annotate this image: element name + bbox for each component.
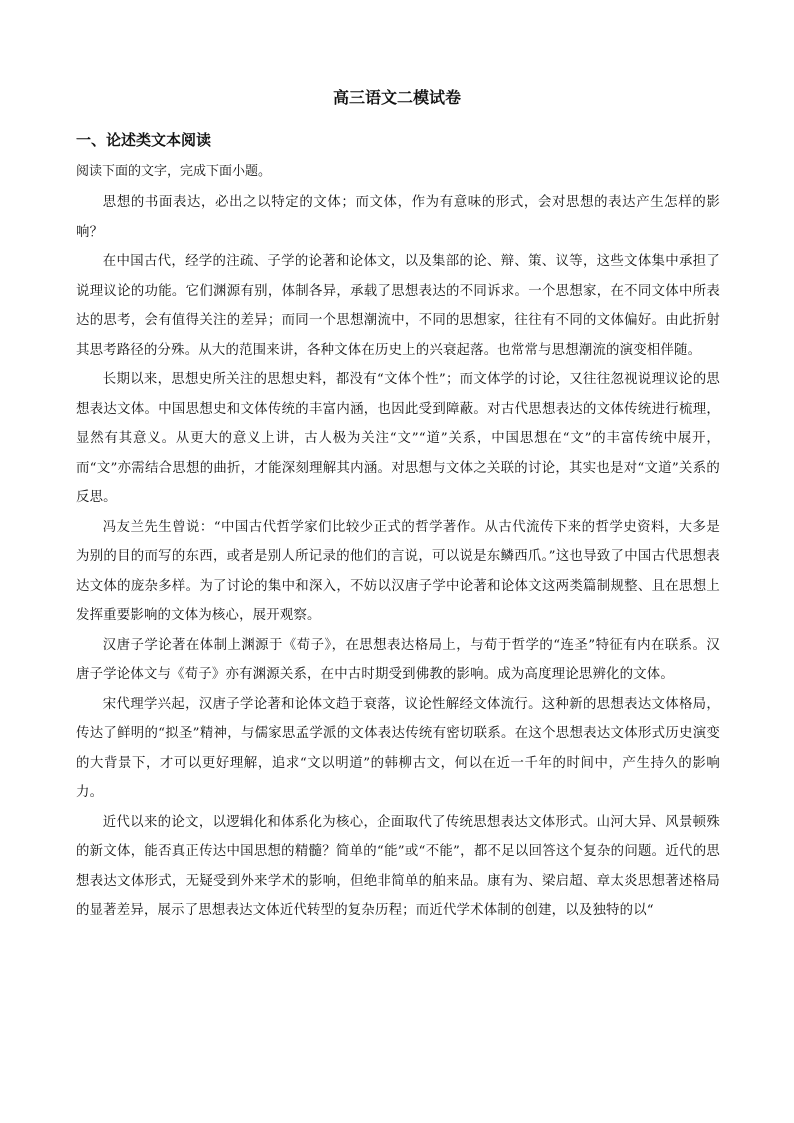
passage-paragraph: 在中国古代，经学的注疏、子学的论著和论体文，以及集部的论、辩、策、议等，这些文体集中承担了说理议论的功能。它们渊源有别，体制各异，承载了思想表达的不同诉求。一个思想家，在不同文体中所表达的思考，会有值得关注的差异；而同一个思想潮流中，不同的思想家，往往有不同的文体偏好。由此折射其思考路径的分殊。从大的范围来讲，各种文体在历史上的兴衰起落。也常常与思想潮流的演变相伴随。	[76, 254, 720, 358]
section-heading: 一、论述类文本阅读	[76, 131, 212, 149]
passage-body	[76, 188, 720, 926]
passage-paragraph: 宋代理学兴起，汉唐子学论著和论体文趋于衰落，议论性解经文体流行。这种新的思想表达文体格局，传达了鲜明的“拟圣”精神，与儒家思孟学派的文体表达传统有密切联系。在这个思想表达文体形式历史演变的大背景下，才可以更好理解，追求“文以明道”的韩柳古文，何以在近一千年的时间中，产生持久的影响力。	[76, 696, 720, 800]
passage-paragraph: 冯友兰先生曾说：“中国古代哲学家们比较少正式的哲学著作。从古代流传下来的哲学史资料，大多是为别的目的而写的东西，或者是别人所记录的他们的言说，可以说是东鳞西爪。”这也导致了中国古代思想表达文体的庞杂多样。为了讨论的集中和深入，不妨以汉唐子学中论著和论体文这两类篇制规整、且在思想上发挥重要影响的文体为核心，展开观察。	[76, 519, 720, 623]
reading-instruction: 阅读下面的文字，完成下面小题。	[76, 164, 272, 179]
document-title: 高三语文二模试卷	[332, 88, 461, 107]
passage-paragraph: 汉唐子学论著在体制上渊源于《荀子》，在思想表达格局上，与荀于哲学的“连圣”特征有内在联系。汉唐子学论体文与《荀子》亦有渊源关系，在中古时期受到佛教的影响。成为高度理论思辨化的文体。	[76, 637, 720, 682]
passage-paragraph: 思想的书面表达，必出之以特定的文体；而文体，作为有意味的形式，会对思想的表达产生怎样的影响？	[76, 195, 720, 240]
passage-paragraph: 近代以来的论文，以逻辑化和体系化为核心，企面取代了传统思想表达文体形式。山河大异、风景顿殊的新文体，能否真正传达中国思想的精髓？简单的“能”或“不能”，都不足以回答这个复杂的问题。近代的思想表达文体形式，无疑受到外来学术的影响，但绝非简单的舶来品。康有为、梁启超、章太炎思想著述格局的显著差异，展示了思想表达文体近代转型的复杂历程；而近代学术体制的创建，以及独特的以“	[76, 814, 720, 918]
passage-paragraph: 长期以来，思想史所关注的思想史料，都没有“文体个性”；而文体学的讨论，又往往忽视说理议论的思想表达文体。中国思想史和文体传统的丰富内涵，也因此受到障蔽。对古代思想表达的文体传统进行梳理，显然有其意义。从更大的意义上讲，古人极为关注“文”“道”关系，中国思想在“文”的丰富传统中展开，而“文”亦需结合思想的曲折，才能深刻理解其内涵。对思想与文体之关联的讨论，其实也是对“文道”关系的反思。	[76, 372, 720, 505]
